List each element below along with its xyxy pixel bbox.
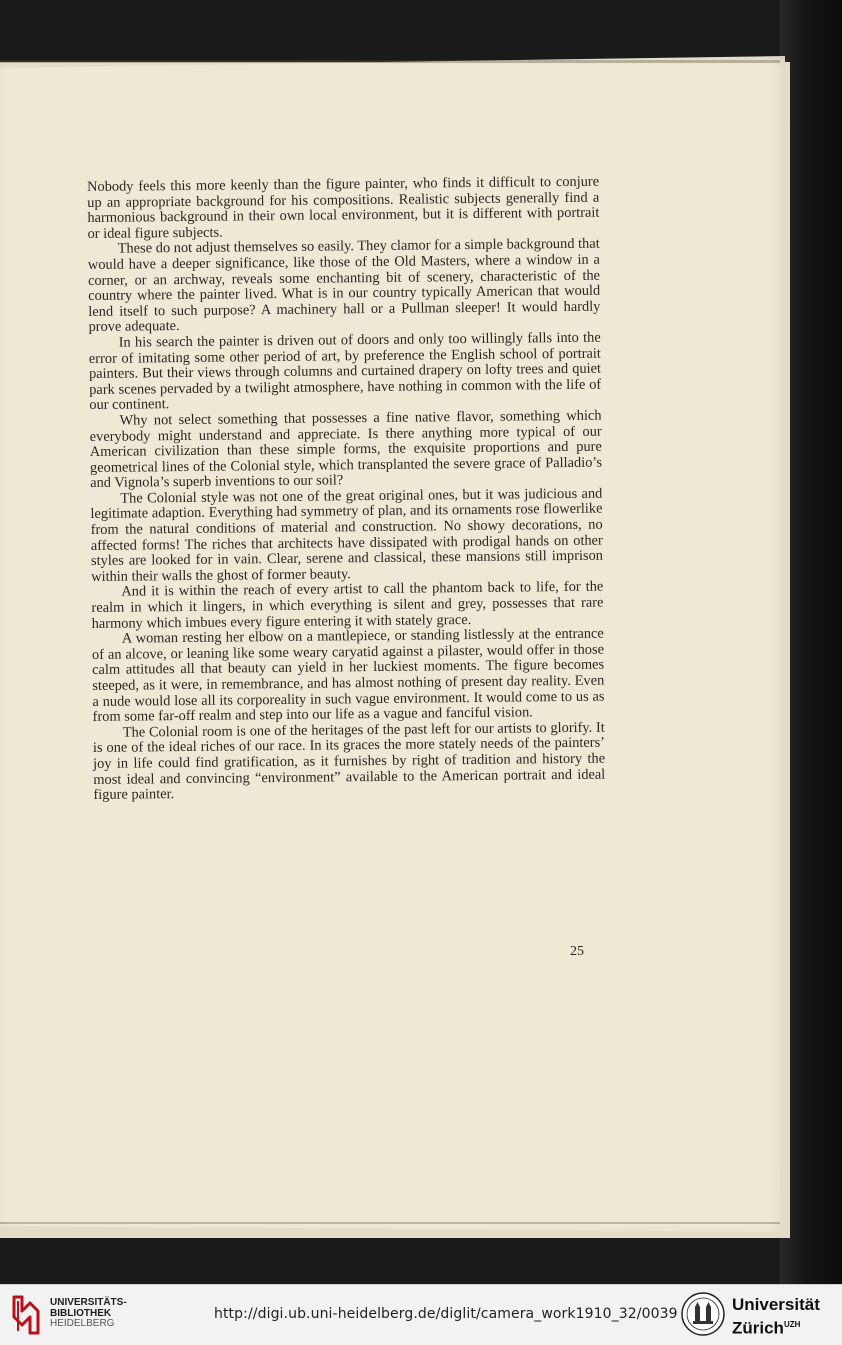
uzh-line-2-text: Zürich bbox=[732, 1318, 784, 1338]
paragraph: A woman resting her elbow on a mantlepiece, or standing listlessly at the entrance of an alcove, or leaning like some weary caryatid against a pilaster, would offer in those calm attitudes all that beauty can yield in her luckiest moments. The figure becomes steeped, as it were, in remembrance, and has almost nothing of present day reality. Even a nude would lose all its corporeality in such vague environment. It would come to us as from some far-off realm and step into our life as a vague and fanciful vision. bbox=[91, 625, 605, 726]
paragraph: Nobody feels this more keenly than the figure painter, who finds it difficult to conjure up an appropriate background for his compositions. Realistic subjects generally find a harmonious background in their own local environment, but it is different with portrait or ideal figure subjects. bbox=[86, 173, 600, 242]
body-text bbox=[87, 175, 606, 804]
uzh-name[interactable] bbox=[732, 1295, 820, 1339]
uzh-line-1: Universität bbox=[732, 1295, 820, 1314]
paragraph: And it is within the reach of every artist to call the phantom back to life, for the realm in which it lingers, in which everything is silent and grey, possesses that rare harmony which imbues every figure entering it with stately grace. bbox=[91, 579, 604, 632]
page-edge-bottom bbox=[0, 1222, 780, 1224]
heidelberg-ub-logo-icon[interactable] bbox=[8, 1293, 44, 1337]
paragraph: The Colonial style was not one of the great original ones, but it was judicious and legitimate adaption. Everything had symmetry of plan, and its ornaments rose flowerlike from the natural conditions of material and construction. No showy decorations, no affected forms! The riches that architects have dissipated with prodigal hands on other styles are looked for in vain. Clear, serene and classical, these mansions still imprison within their walls the ghost of former beauty. bbox=[90, 485, 604, 585]
permalink-url[interactable]: http://digi.ub.uni-heidelberg.de/diglit/camera_work1910_32/0039 bbox=[214, 1306, 678, 1322]
library-line-3: HEIDELBERG bbox=[50, 1318, 115, 1329]
library-line-1: UNIVERSITÄTS- bbox=[50, 1297, 127, 1308]
uzh-seal-icon[interactable] bbox=[680, 1291, 726, 1337]
page-edge-top bbox=[0, 60, 780, 63]
uzh-line-2 bbox=[732, 1315, 820, 1339]
paragraph: In his search the painter is driven out of doors and only too willingly falls into the error of imitating some other period of art, by preference the English school of portrait painters. But their views through columns and curtained drapery on lofty trees and quiet park scenes pervaded by a twilight atmosphere, have nothing in common with the life of our continent. bbox=[88, 329, 602, 414]
paragraph: The Colonial room is one of the heritages of the past left for our artists to glorify. It is one of the ideal riches of our race. In its graces the more stately needs of the painters’ joy in life could find gratification, as it furnishes by right of tradition and history the most ideal and convincing “environment” available to the American portrait and ideal figure painter. bbox=[92, 719, 606, 804]
library-line-2: BIBLIOTHEK bbox=[50, 1307, 112, 1319]
paragraph: These do not adjust themselves so easily. They clamor for a simple background that would have a deeper significance, like those of the Old Masters, where a window in a corner, or an archway, reveals some enchanting bit of scenery, characteristic of the country where the painter lived. What is in our country typically American that would lend itself to such purpose? A machinery hall or a Pullman sleeper! It would hardly prove adequate. bbox=[87, 236, 601, 336]
uzh-superscript: UZH bbox=[783, 1320, 801, 1329]
paragraph: Why not select something that possesses a fine native flavor, something which everybody might understand and appreciate. Is there anything more typical of our American civilization than these simple forms, the exquisite proportions and pure geometrical lines of the Colonial style, which transplanted the severe grace of Palladio’s and Vignola’s superb inventions to our soil? bbox=[89, 407, 603, 492]
library-name[interactable] bbox=[50, 1298, 127, 1330]
footer-bar bbox=[0, 1284, 842, 1345]
page-number: 25 bbox=[570, 944, 584, 959]
